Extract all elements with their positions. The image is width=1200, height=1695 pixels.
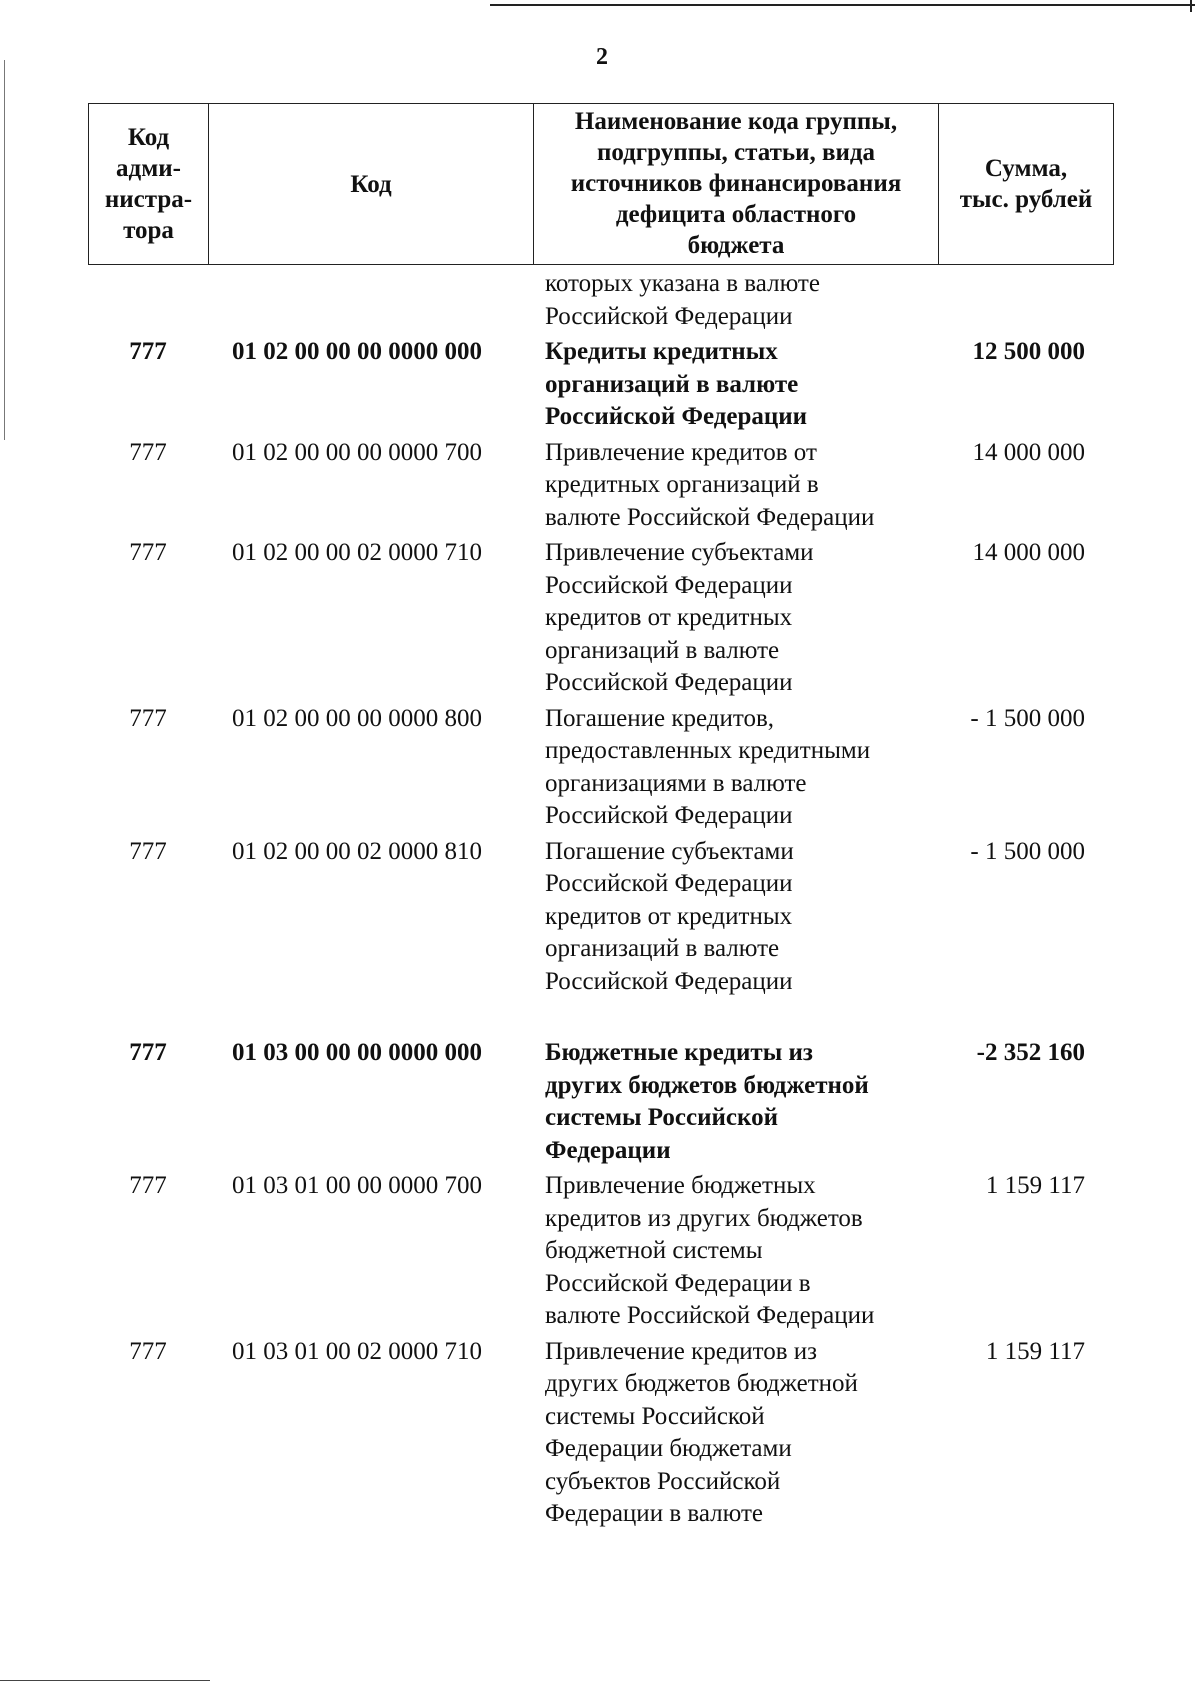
- cell-name: Бюджетные кредиты из других бюджетов бюджетной системы Российской Федерации: [545, 1039, 869, 1164]
- cell-code: 01 02 00 00 02 0000 810: [232, 837, 482, 865]
- cell-sum: 1 159 117: [985, 1337, 1085, 1365]
- table-row: [88, 833, 1113, 999]
- scan-edge-left: [4, 60, 5, 440]
- cell-name: Привлечение бюджетных кредитов из других бюджетов бюджетной системы Российской Федерации в валюте Российской Федерации: [545, 1172, 875, 1329]
- page-number: 2: [596, 44, 608, 70]
- header-admin-code: Код адми- нистра- тора: [89, 104, 209, 265]
- cell-admin: 777: [129, 438, 167, 466]
- header-code: Код: [209, 104, 534, 265]
- cell-admin: [88, 268, 208, 333]
- cell-admin: 777: [129, 1337, 167, 1365]
- cell-code: 01 03 01 00 02 0000 710: [232, 1337, 482, 1365]
- cell-code: 01 03 01 00 00 0000 700: [232, 1172, 482, 1199]
- cell-sum: 12 500 000: [972, 338, 1085, 365]
- cell-sum: 1 159 117: [985, 1172, 1085, 1199]
- cell-admin: 777: [129, 1172, 167, 1199]
- cell-sum: - 1 500 000: [970, 837, 1085, 865]
- cell-sum: - 1 500 000: [970, 704, 1085, 732]
- table-row: [88, 333, 1113, 434]
- scan-edge-corner: [1190, 0, 1192, 12]
- cell-name: Привлечение субъектами Российской Федерации кредитов от кредитных организаций в валюте Российской Федерации: [545, 539, 814, 696]
- cell-code: 01 02 00 00 00 0000 800: [232, 704, 482, 732]
- scan-edge-bottom: [0, 1680, 210, 1681]
- cell-name: которых указана в валюте Российской Федерации: [545, 270, 820, 330]
- table-body: [88, 268, 1113, 1531]
- cell-name: Привлечение кредитов от кредитных организаций в валюте Российской Федерации: [545, 438, 875, 531]
- table-row: [88, 700, 1113, 833]
- cell-name: Привлечение кредитов из других бюджетов бюджетной системы Российской Федерации бюджетами субъектов Российской Федерации в валюте: [545, 1337, 858, 1527]
- header-name: Наименование кода группы, подгруппы, статьи, вида источников финансирования дефицита областного бюджета: [534, 104, 939, 265]
- cell-code: 01 03 00 00 00 0000 000: [232, 1039, 482, 1066]
- table-row: [88, 1034, 1113, 1167]
- table-header: [88, 103, 1114, 265]
- cell-sum: -2 352 160: [976, 1039, 1085, 1066]
- cell-admin: 777: [129, 338, 167, 365]
- cell-admin: 777: [129, 704, 167, 732]
- scan-edge-top: [490, 4, 1195, 6]
- table-row: [88, 434, 1113, 535]
- cell-admin: 777: [129, 1039, 167, 1066]
- cell-sum: [938, 268, 1113, 333]
- cell-sum: 14 000 000: [972, 438, 1085, 466]
- cell-name: Кредиты кредитных организаций в валюте Российской Федерации: [545, 338, 808, 430]
- cell-code: 01 02 00 00 00 0000 000: [232, 338, 482, 365]
- row-spacer: [88, 998, 1113, 1034]
- cell-code: 01 02 00 00 02 0000 710: [232, 539, 482, 566]
- cell-admin: 777: [129, 539, 167, 566]
- cell-name: Погашение кредитов, предоставленных кредитными организациями в валюте Российской Федерации: [545, 704, 871, 829]
- table-row: [88, 534, 1113, 700]
- cell-name: Погашение субъектами Российской Федерации кредитов от кредитных организаций в валюте Российской Федерации: [545, 837, 794, 995]
- cell-code: 01 02 00 00 00 0000 700: [232, 438, 482, 466]
- table-row: [88, 268, 1113, 333]
- table-row: [88, 1167, 1113, 1333]
- header-sum: Сумма, тыс. рублей: [939, 104, 1114, 265]
- cell-admin: 777: [129, 837, 167, 865]
- cell-sum: 14 000 000: [972, 539, 1085, 566]
- table-row: [88, 1333, 1113, 1531]
- cell-code: [208, 268, 533, 333]
